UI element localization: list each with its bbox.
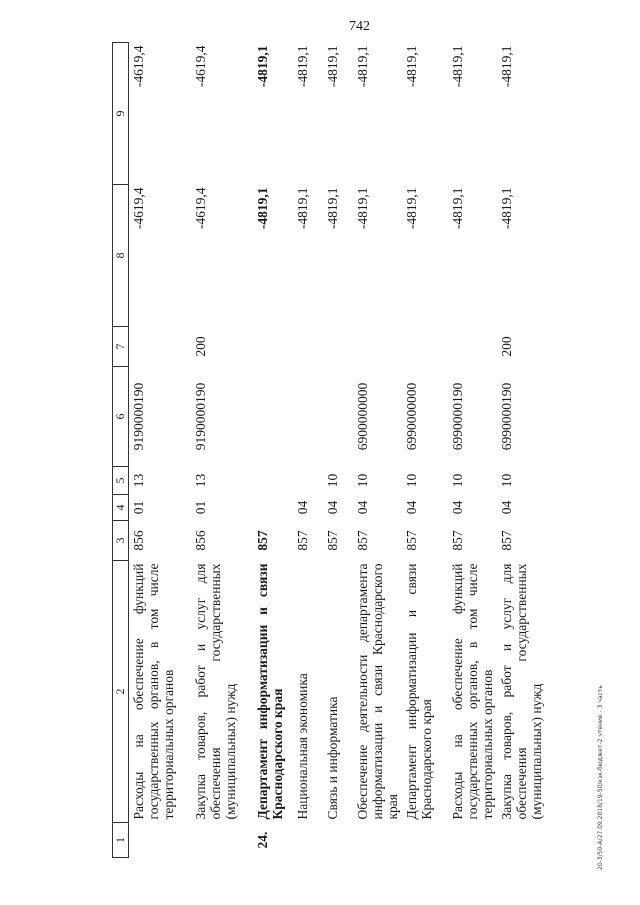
- cell-c7: 200: [192, 336, 208, 357]
- cell-c8: -4619,4: [131, 187, 146, 230]
- table-row: [323, 43, 353, 858]
- cell-c9: -4819,1: [254, 45, 270, 88]
- cell-c4: 01: [131, 500, 146, 515]
- cell-c4: 04: [498, 500, 514, 515]
- cell-name: Расходы на обеспечение функций государственных органов, в том числе территориальных органов: [131, 563, 176, 820]
- table-row: [497, 43, 559, 858]
- cell-num: [293, 823, 323, 858]
- cell-c5: 10: [354, 473, 370, 488]
- table-row: [402, 43, 448, 858]
- cell-c6: [323, 367, 353, 467]
- header-cell: 9: [113, 43, 129, 185]
- cell-name: Закупка товаров, работ и услуг для обеспечения государственных (муниципальных) нужд: [192, 563, 238, 820]
- budget-table: [112, 42, 559, 858]
- cell-c6: 6990000190: [498, 382, 514, 451]
- cell-c7: [253, 327, 293, 367]
- cell-name: Связь и информатика: [324, 696, 340, 820]
- cell-c3: 857: [254, 530, 270, 551]
- cell-c7: [448, 327, 497, 367]
- cell-name: Обеспечение деятельности департамента информатизации и связи Краснодарского края: [354, 563, 400, 820]
- cell-c5: 13: [192, 473, 208, 488]
- cell-c5: 10: [449, 473, 465, 488]
- table-row: [253, 43, 293, 858]
- cell-c4: [253, 495, 293, 521]
- header-cell: 8: [113, 185, 129, 327]
- cell-c5: 10: [324, 473, 340, 488]
- header-cell: 1: [113, 823, 129, 858]
- cell-c4: 04: [354, 500, 370, 515]
- cell-c7: 200: [498, 336, 514, 357]
- cell-c8: -4819,1: [324, 187, 340, 230]
- cell-c6: 6900000000: [354, 382, 370, 451]
- cell-num: [448, 823, 497, 858]
- cell-num: [323, 823, 353, 858]
- table-row: [448, 43, 497, 858]
- cell-c3: 856: [192, 530, 208, 551]
- page-number: 742: [349, 19, 370, 34]
- cell-num: [191, 823, 253, 858]
- header-cell: 5: [113, 467, 129, 495]
- header-cell: 2: [113, 561, 129, 823]
- cell-c9: -4819,1: [403, 45, 419, 88]
- cell-name: Национальная экономика: [294, 673, 310, 820]
- cell-c6: [253, 367, 293, 467]
- cell-c8: -4819,1: [449, 187, 465, 230]
- side-note: 20-3/50-А/27.09.2018/19-50/кзк-бюджет-2 чтение - 3 часть: [597, 685, 604, 870]
- cell-c8: -4819,1: [254, 187, 270, 230]
- cell-c4: 04: [403, 500, 419, 515]
- cell-c3: 857: [449, 530, 465, 551]
- cell-c4: 01: [192, 500, 208, 515]
- cell-c5: 10: [403, 473, 419, 488]
- table-row: [191, 43, 253, 858]
- cell-num: 24.: [254, 831, 270, 849]
- cell-c9: -4619,4: [192, 45, 208, 88]
- cell-name: Департамент информатизации и связи Краснодарского края: [403, 563, 434, 820]
- header-cell: 4: [113, 495, 129, 521]
- cell-c6: 6990000000: [403, 382, 419, 451]
- cell-num: [497, 823, 559, 858]
- cell-num: [129, 823, 191, 858]
- cell-c3: 857: [498, 530, 514, 551]
- header-cell: 6: [113, 367, 129, 467]
- cell-c7: [129, 327, 191, 367]
- cell-num: [353, 823, 402, 858]
- cell-c9: -4819,1: [498, 45, 514, 88]
- cell-c8: -4819,1: [294, 187, 310, 230]
- cell-c8: -4619,4: [192, 187, 208, 230]
- cell-name: Закупка товаров, работ и услуг для обеспечения государственных (муниципальных) нужд: [498, 563, 544, 820]
- cell-c8: -4819,1: [403, 187, 419, 230]
- cell-c6: [293, 367, 323, 467]
- cell-c5: 13: [131, 473, 146, 488]
- cell-c4: 04: [324, 500, 340, 515]
- cell-c6: 6990000190: [449, 382, 465, 451]
- table-row: [353, 43, 402, 858]
- header-row: [113, 43, 129, 858]
- cell-c3: 857: [354, 530, 370, 551]
- cell-c5: [253, 467, 293, 495]
- cell-c9: -4819,1: [354, 45, 370, 88]
- cell-c8: -4819,1: [354, 187, 370, 230]
- cell-c6: 9190000190: [131, 382, 146, 451]
- cell-c4: 04: [449, 500, 465, 515]
- cell-c7: [402, 327, 448, 367]
- cell-c3: 857: [403, 530, 419, 551]
- cell-c6: 9190000190: [192, 382, 208, 451]
- table-row: [129, 43, 191, 858]
- cell-c4: 04: [294, 500, 310, 515]
- header-cell: 7: [113, 327, 129, 367]
- cell-name: Департамент информатизации и связи Краснодарского края: [254, 563, 285, 820]
- header-cell: 3: [113, 521, 129, 561]
- cell-c9: -4819,1: [324, 45, 340, 88]
- cell-c3: 857: [324, 530, 340, 551]
- cell-c7: [293, 327, 323, 367]
- cell-c3: 857: [294, 530, 310, 551]
- cell-c7: [323, 327, 353, 367]
- cell-c5: [293, 467, 323, 495]
- cell-c9: -4819,1: [294, 45, 310, 88]
- cell-num: [402, 823, 448, 858]
- cell-c3: 856: [131, 530, 146, 551]
- table-row: [293, 43, 323, 858]
- cell-c9: -4819,1: [449, 45, 465, 88]
- cell-c5: 10: [498, 473, 514, 488]
- cell-name: Расходы на обеспечение функций государственных органов, в том числе территориальных органов: [449, 563, 495, 820]
- cell-c8: -4819,1: [498, 187, 514, 230]
- cell-c7: [353, 327, 402, 367]
- cell-c9: -4619,4: [131, 45, 146, 88]
- budget-table-rotated: [112, 43, 597, 858]
